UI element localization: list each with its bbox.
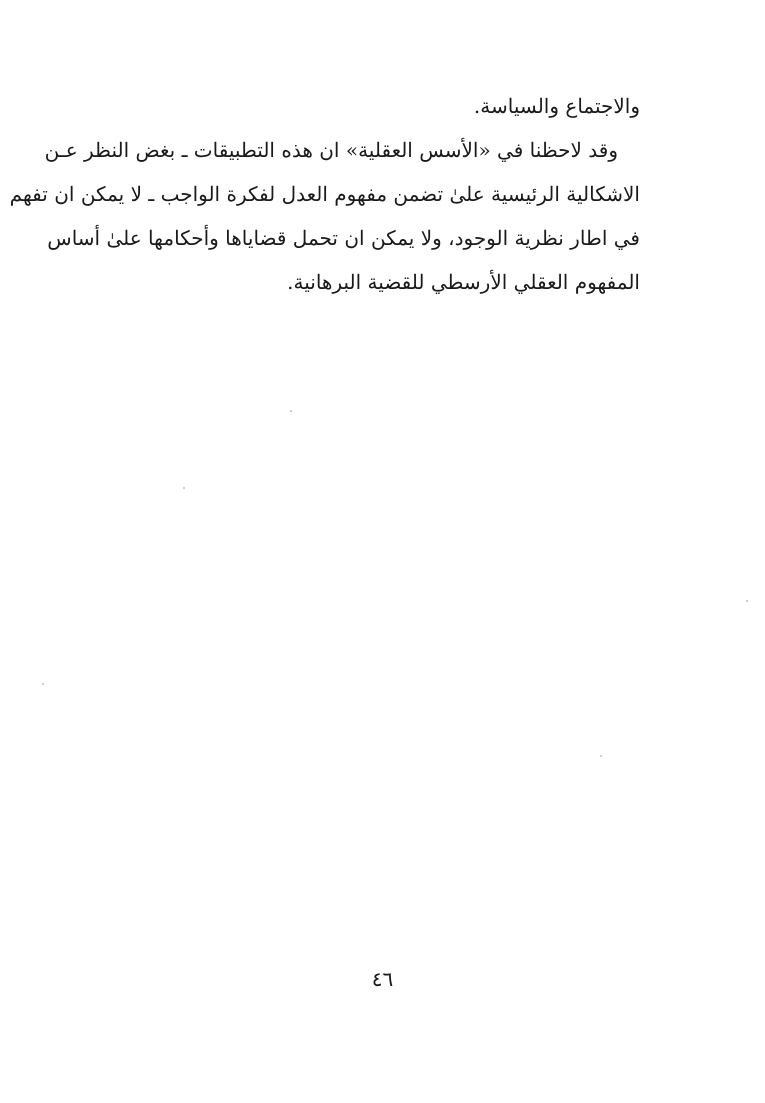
scan-speck bbox=[290, 410, 292, 412]
scan-speck bbox=[42, 683, 44, 685]
text-line: الاشكالية الرئيسية علىٰ تضمن مفهوم العدل لفكرة الواجب ـ لا يمكن ان تفهم bbox=[9, 182, 640, 206]
body-text bbox=[9, 84, 640, 304]
page-number: ٤٦ bbox=[371, 967, 394, 991]
text-line: والاجتماع والسياسة. bbox=[473, 94, 640, 118]
scan-speck bbox=[746, 600, 748, 602]
scan-speck bbox=[600, 755, 602, 757]
scan-speck bbox=[183, 487, 185, 489]
text-line: وقد لاحظنا في «الأسس العقلية» ان هذه التطبيقات ـ بغض النظر عـن bbox=[44, 138, 618, 162]
text-line: المفهوم العقلي الأرسطي للقضية البرهانية. bbox=[287, 270, 640, 294]
text-line: في اطار نظرية الوجود، ولا يمكن ان تحمل قضاياها وأحكامها علىٰ أساس bbox=[47, 226, 640, 250]
